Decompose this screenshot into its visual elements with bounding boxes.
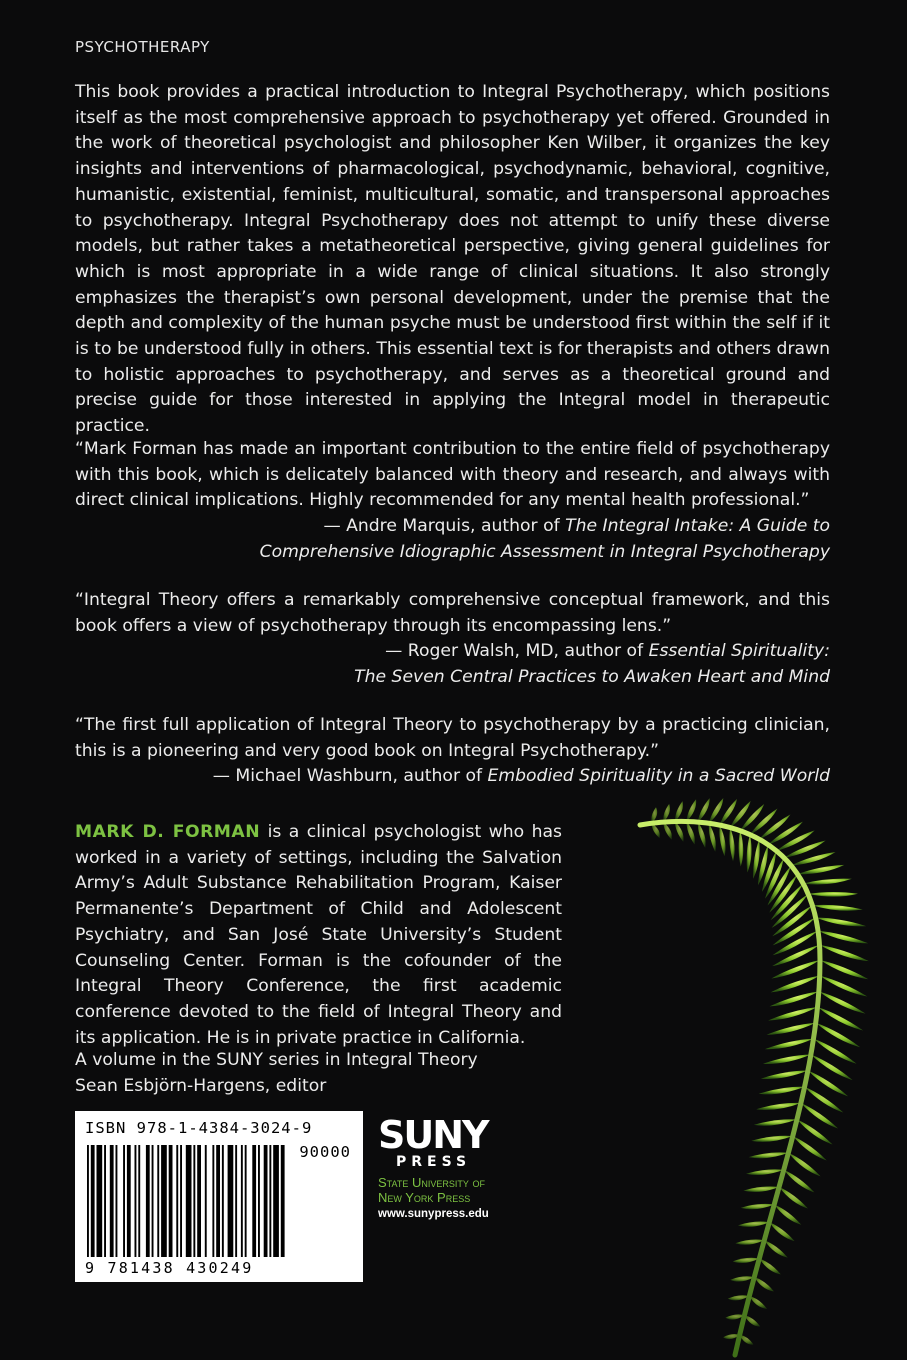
fern-leaflet xyxy=(729,828,734,862)
fern-leaflet xyxy=(738,1222,769,1227)
quote-text: “The first full application of Integral Theory to psychotherapy by a practicing clinician, this is a pioneering and very good book on Integral Psychotherapy.” xyxy=(75,715,830,761)
barcode-bar xyxy=(110,1145,114,1257)
publisher-logo xyxy=(378,1113,518,1220)
author-bio-text: is a clinical psychologist who has worked in a variety of settings, including the Salvation Army’s Adult Substance Rehabilitation Program, Kaiser Permanente’s Department of Child and Adolescent Psychiatry, and San José State University’s Student Counseling Center. Forman is the cofounder of the Integral Theory Conference, the first academic conference devoted to the field of Integral Theory and its application. He is in private practice in California. xyxy=(75,822,562,1048)
publisher-url: www.sunypress.edu xyxy=(378,1208,489,1220)
fern-leaflet xyxy=(743,1186,779,1192)
fern-leaflet xyxy=(773,931,818,956)
barcode-bar xyxy=(235,1145,237,1257)
fern-leaflet xyxy=(779,1187,808,1208)
fern-leaflet xyxy=(735,1239,764,1244)
fern-leaflet xyxy=(798,865,845,874)
fern-leaflet xyxy=(730,1276,754,1281)
fern-leaflet xyxy=(709,823,716,851)
fern-leaflet xyxy=(820,960,868,979)
fern-leaflet xyxy=(663,822,671,839)
barcode-bar xyxy=(180,1145,182,1257)
fern-leaflet xyxy=(744,1315,760,1326)
barcode-bar xyxy=(258,1145,260,1257)
ean-digits: 9 781438 430249 xyxy=(85,1259,254,1277)
fern-leaflet xyxy=(816,918,866,927)
barcode-bar xyxy=(152,1145,154,1257)
fern-leaflet xyxy=(749,1152,789,1158)
quote-work-title-cont: The Seven Central Practices to Awaken Heart and Mind xyxy=(354,667,830,688)
fern-leaflet xyxy=(808,892,858,897)
fern-leaflet xyxy=(771,976,820,993)
barcode-bars xyxy=(85,1145,355,1259)
barcode xyxy=(75,1111,363,1282)
fern-leaflet xyxy=(803,879,852,885)
fern-leaflet xyxy=(686,821,694,844)
fern-leaflet xyxy=(788,1153,820,1177)
barcode-bar xyxy=(146,1145,150,1257)
fern-leaflet xyxy=(749,1296,767,1309)
fern-leaflet xyxy=(675,822,684,842)
fern-leaflet xyxy=(746,1169,784,1175)
barcode-bar xyxy=(123,1145,125,1257)
barcode-bar xyxy=(216,1145,220,1257)
endorsement-quote xyxy=(75,588,830,691)
quote-author: — Roger Walsh, MD, author of xyxy=(385,641,644,662)
fern-leaflet xyxy=(675,801,683,821)
author-bio xyxy=(75,820,562,1051)
fern-leaflet xyxy=(819,945,868,961)
fern-leaflet xyxy=(754,1277,774,1291)
fern-leaflet xyxy=(812,905,862,911)
fern-leaflet xyxy=(747,835,752,873)
quote-author: — Andre Marquis, author of xyxy=(323,516,560,537)
fern-leaflet xyxy=(820,976,868,997)
fern-leaflet xyxy=(768,1007,817,1020)
fern-leaflet xyxy=(793,1136,827,1160)
barcode-bar xyxy=(228,1145,234,1257)
quote-text: “Integral Theory offers a remarkably comprehensive conceptual framework, and this book offers a view of psychotherapy through its encompassing lens.” xyxy=(75,590,830,636)
publisher-logo-press: PRESS xyxy=(396,1154,472,1170)
fern-image xyxy=(520,780,907,1360)
fern-leaflet xyxy=(784,1170,815,1193)
fern-leaflet xyxy=(759,1259,781,1275)
barcode-bar xyxy=(91,1145,95,1257)
fern-leaflet xyxy=(765,1039,814,1050)
barcode-bar xyxy=(245,1145,247,1257)
barcode-bar xyxy=(87,1145,89,1257)
fern-leaflet xyxy=(770,991,819,1006)
fern-leaflet xyxy=(763,1055,811,1064)
endorsement-quote xyxy=(75,713,830,790)
barcode-bar xyxy=(161,1145,167,1257)
author-name: MARK D. FORMAN xyxy=(75,822,261,842)
barcode-bar xyxy=(252,1145,256,1257)
quote-attribution-cont xyxy=(75,540,830,566)
isbn-label: ISBN 978-1-4384-3024-9 xyxy=(85,1119,313,1137)
fern-leaflet xyxy=(709,798,724,823)
fern-leaflet xyxy=(698,798,710,822)
barcode-bar xyxy=(97,1145,103,1257)
fern-leaflet xyxy=(686,799,696,821)
quote-work-title: The Integral Intake: A Guide to xyxy=(565,516,830,537)
series-line: A volume in the SUNY series in Integral Theory xyxy=(75,1050,478,1070)
barcode-bar xyxy=(104,1145,106,1257)
fern-leaflet xyxy=(753,839,760,878)
series-editor: Sean Esbjörn-Hargens, editor xyxy=(75,1075,327,1096)
barcode-bar xyxy=(212,1145,214,1257)
fern-leaflet xyxy=(698,822,706,848)
barcode-bar xyxy=(205,1145,207,1257)
barcode-bar xyxy=(273,1145,279,1257)
fern-leaflet xyxy=(756,1103,801,1110)
barcode-bar xyxy=(116,1145,118,1257)
fern-leaflet xyxy=(741,1204,775,1209)
barcode-bar xyxy=(186,1145,192,1257)
series-info xyxy=(75,1048,555,1099)
quote-text: “Mark Forman has made an important contribution to the entire field of psychotherapy with this book, which is delicately balanced with theory and research, and always with direct clinical implications. Highly recommended for any mental health professional.” xyxy=(75,439,830,511)
barcode-bar xyxy=(135,1145,137,1257)
fern-leaflet xyxy=(818,931,868,944)
quote-attribution xyxy=(75,514,830,540)
publisher-name-line1: State University of xyxy=(378,1175,485,1190)
fern-leaflet xyxy=(769,1222,794,1241)
barcode-bar xyxy=(264,1145,268,1257)
barcode-bar xyxy=(197,1145,201,1257)
quote-attribution-cont xyxy=(75,665,830,691)
barcode-bar xyxy=(281,1145,285,1257)
barcode-bar xyxy=(269,1145,271,1257)
book-description: This book provides a practical introduction to Integral Psychotherapy, which positions itself as the most comprehensive approach to psychotherapy yet offered. Grounded in the work of theoretical psychologist and philosopher Ken Wilber, it organizes the key insights and interventions of pharmacological, psychodynamic, behavioral, cognitive, humanistic, existential, feminist, multicultural, somatic, and transpersonal approaches to psychotherapy. Integral Psychotherapy does not attempt to unify these diverse models, but rather takes a metatheoretical perspective, giving general guidelines for which is most appropriate in a wide range of clinical situations. It also strongly emphasizes the therapist’s own personal development, under the premise that the depth and complexity of the human psyche must be understood first within the self if it is to be understood fully in others. This essential text is for therapists and others drawn to holistic approaches to psychotherapy, and serves as a theoretical ground and precise guide for those interested in applying the Integral model in therapeutic practice. xyxy=(75,82,830,437)
quote-work-title: Essential Spirituality: xyxy=(648,641,830,662)
barcode-bar xyxy=(241,1145,243,1257)
fern-leaflet xyxy=(733,1258,760,1263)
quote-work-title: Embodied Spirituality in a Sacred World xyxy=(487,766,830,787)
quote-attribution xyxy=(75,639,830,665)
barcode-bar xyxy=(138,1145,140,1257)
price-code: 90000 xyxy=(299,1143,351,1161)
fern-leaflet xyxy=(764,1240,787,1257)
fern-leaflet xyxy=(774,1204,801,1224)
quote-work-title-cont: Comprehensive Idiographic Assessment in Integral Psychotherapy xyxy=(259,541,830,562)
barcode-bar xyxy=(157,1145,159,1257)
category-label: PSYCHOTHERAPY xyxy=(75,38,210,56)
publisher-logo-word: SUNY xyxy=(378,1113,488,1157)
fern-leaflet xyxy=(767,1023,816,1035)
fern-leaflet xyxy=(759,1087,805,1095)
fern-leaflet xyxy=(754,1119,797,1125)
fern-leaflet xyxy=(739,831,744,867)
fern-leaflet xyxy=(719,825,725,856)
barcode-bar xyxy=(222,1145,224,1257)
quote-author: — Michael Washburn, author of xyxy=(212,766,483,787)
barcode-bar xyxy=(176,1145,178,1257)
barcode-bar xyxy=(193,1145,195,1257)
barcode-bar xyxy=(169,1145,173,1257)
barcode-bar xyxy=(127,1145,131,1257)
publisher-name-line2: New York Press xyxy=(378,1189,471,1205)
endorsement-quote xyxy=(75,437,830,566)
fern-leaflet xyxy=(761,1071,808,1079)
fern-leaflet xyxy=(751,1136,792,1142)
